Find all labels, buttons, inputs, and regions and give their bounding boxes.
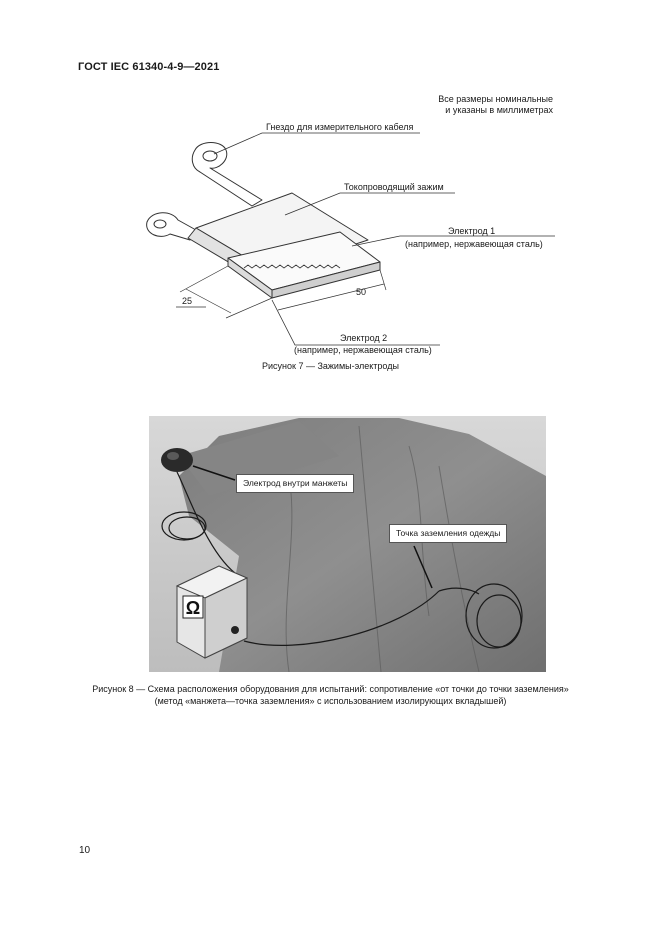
dim-width-label: 25 (182, 296, 193, 306)
dim-length-label: 50 (356, 287, 367, 297)
dim25-ext-a (180, 266, 228, 292)
cuff-electrode (161, 448, 193, 472)
label-electrode2-note: (например, нержавеющая сталь) (294, 345, 432, 355)
callout-cuff-electrode: Электрод внутри манжеты (236, 474, 354, 493)
callout-ground-point: Точка заземления одежды (389, 524, 507, 543)
dim25-line (186, 289, 231, 313)
ohm-icon: Ω (185, 598, 201, 618)
clamp-upper-handle (192, 143, 262, 207)
figure8-caption (30, 683, 631, 707)
socket-hole-icon (203, 151, 217, 161)
figure8-photo (149, 416, 546, 672)
figure7-caption: Рисунок 7 — Зажимы-электроды (262, 361, 399, 371)
clamp-lower-handle (147, 213, 196, 240)
dimensions-note-line2: и указаны в миллиметрах (445, 105, 553, 115)
leader-socket (214, 133, 420, 154)
document-header: ГОСТ IEC 61340-4-9—2021 (78, 61, 220, 73)
cuff-electrode-highlight (167, 452, 179, 460)
lower-ring-hole-icon (154, 220, 166, 228)
meter-terminal (231, 626, 239, 634)
figure8-caption-line2: (метод «манжета—точка заземления» с использованием изолирующих вкладышей) (154, 696, 507, 706)
figure8-caption-line1: Рисунок 8 — Схема расположения оборудования для испытаний: сопротивление «от точки до точки заземления» (92, 684, 569, 694)
label-electrode1: Электрод 1 (448, 226, 496, 236)
dimensions-note-line1: Все размеры номинальные (438, 94, 553, 104)
label-electrode1-note: (например, нержавеющая сталь) (405, 239, 543, 249)
garment-photo-illustration (149, 416, 546, 672)
label-socket: Гнездо для измерительного кабеля (266, 122, 414, 132)
label-electrode2: Электрод 2 (340, 333, 388, 343)
page-number: 10 (79, 845, 91, 856)
label-clamp: Токопроводящий зажим (344, 182, 444, 192)
dim50-ext (380, 270, 386, 290)
figure7-electrode-clamp-drawing (0, 0, 661, 360)
dim25-ext-b (226, 298, 272, 318)
